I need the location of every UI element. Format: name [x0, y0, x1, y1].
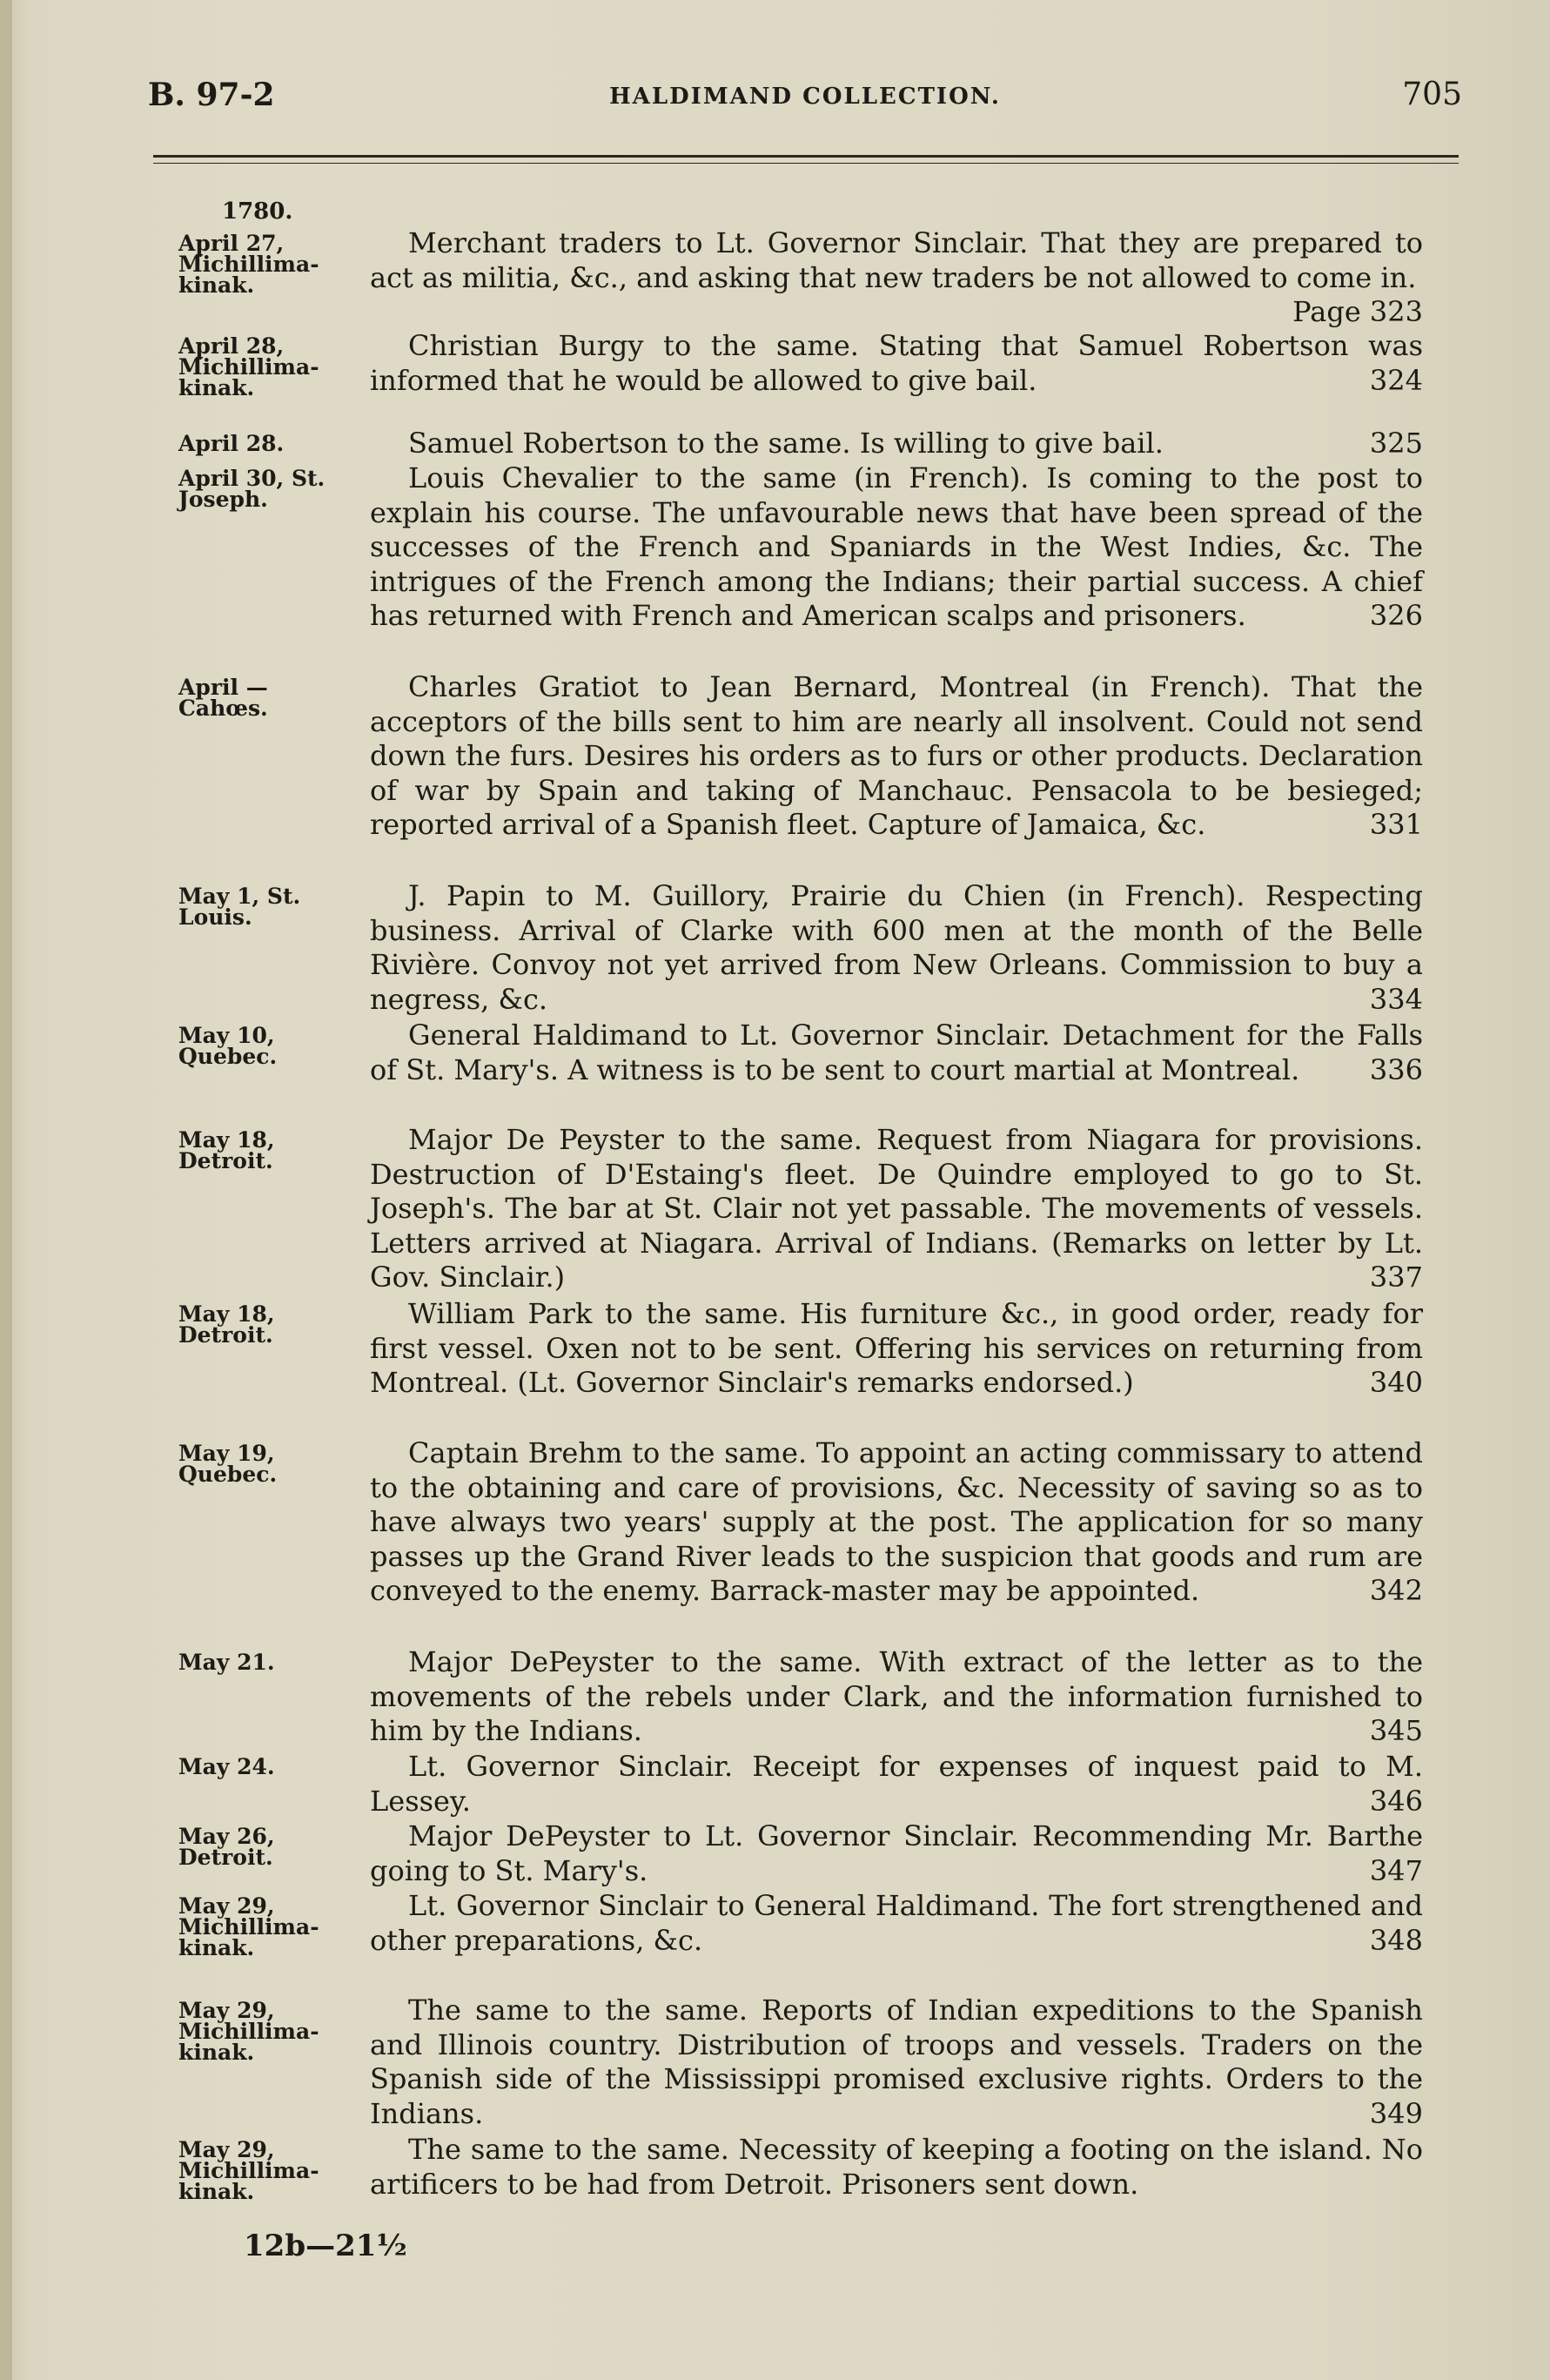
entry-page-ref: 346: [1369, 1784, 1423, 1818]
entry-text: Lt. Governor Sinclair to General Haldimand. The fort strengthened and other preparations, &c. 348: [370, 1889, 1423, 1957]
entry-page-ref: 337: [1369, 1261, 1423, 1294]
entry-date: May 1, St. Louis.: [178, 884, 301, 930]
entry-page-ref: 348: [1369, 1923, 1423, 1957]
entry-date: May 29, Michillima-kinak.: [178, 1998, 319, 2065]
entry-page-ref: 342: [1369, 1574, 1423, 1607]
entry-text: Christian Burgy to the same. Stating that Samuel Robertson was informed that he would be allowed to give bail. 324: [370, 329, 1423, 397]
entry-text: J. Papin to M. Guillory, Prairie du Chien (in French). Respecting business. Arrival of Clarke with 600 men at the month of the Belle Rivière. Convoy not yet arrived from New Orleans. Commission to buy a negress, &c. 334: [370, 879, 1423, 1016]
entry-date: May 18, Detroit.: [178, 1127, 275, 1173]
year-heading: 1780.: [222, 198, 293, 225]
entry-date: May 29, Michillima-kinak.: [178, 1893, 319, 1960]
signature-mark: 12b—21½: [244, 2229, 407, 2263]
entry-text: Captain Brehm to the same. To appoint an acting commissary to attend to the obtaining and care of provisions, &c. Necessity of saving so as to have always two years' supply at the post. The application for so many passes up the Grand River leads to the suspicion that goods and rum are conveyed to the enemy. Barrack-master may be appointed. 342: [370, 1436, 1423, 1607]
entry-text: Lt. Governor Sinclair. Receipt for expenses of inquest paid to M. Lessey. 346: [370, 1750, 1423, 1818]
entry-page-ref: Page 323: [1292, 295, 1423, 328]
entry-text: Louis Chevalier to the same (in French). Is coming to the post to explain his course. The unfavourable news that have been spread of the successes of the French and Spaniards in the West Indies, &c. The intrigues of the French among the Indians; their partial success. A chief has returned with French and American scalps and prisoners. 326: [370, 461, 1423, 632]
entry-text: The same to the same. Reports of Indian expeditions to the Spanish and Illinois country. Distribution of troops and vessels. Traders on the Spanish side of the Mississippi promised exclusive rights. Orders to the Indians. 349: [370, 1993, 1423, 2130]
page-edge: [0, 0, 12, 2380]
entry-date: April — Cahœs.: [178, 675, 268, 721]
entry-date: May 29, Michillima-kinak.: [178, 2137, 319, 2204]
entry-text: Merchant traders to Lt. Governor Sinclair. That they are prepared to act as militia, &c., and asking that new traders be not allowed to come in. Page 323: [370, 226, 1423, 328]
entry-date: April 30, St. Joseph.: [178, 466, 325, 512]
entry-page-ref: 345: [1369, 1714, 1423, 1747]
entry-page-ref: 336: [1369, 1052, 1423, 1086]
page-number: 705: [1402, 77, 1462, 112]
entry-text: Major De Peyster to the same. Request from Niagara for provisions. Destruction of D'Estaing's fleet. De Quindre employed to go to St. Joseph's. The bar at St. Clair not yet passable. The movements of vessels. Letters arrived at Niagara. Arrival of Indians. (Remarks on letter by Lt. Gov. Sinclair.) 337: [370, 1123, 1423, 1294]
entry-text: The same to the same. Necessity of keeping a footing on the island. No artificers to be had from Detroit. Prisoners sent down.: [370, 2133, 1423, 2201]
entry-text: Major DePeyster to Lt. Governor Sinclair. Recommending Mr. Barthe going to St. Mary's. 347: [370, 1819, 1423, 1887]
entry-date: April 27, Michillima-kinak.: [178, 231, 319, 298]
entry-page-ref: 325: [1369, 427, 1423, 460]
entry-text: Samuel Robertson to the same. Is willing to give bail. 325: [408, 427, 1423, 460]
header-rule-thin: [153, 163, 1459, 164]
entry-date: May 26, Detroit.: [178, 1824, 275, 1870]
entry-text: Charles Gratiot to Jean Bernard, Montreal (in French). That the acceptors of the bills sent to him are nearly all insolvent. Could not send down the furs. Desires his orders as to furs or other products. Declaration of war by Spain and taking of Manchauc. Pensacola to be besieged; reported arrival of a Spanish fleet. Capture of Jamaica, &c. 331: [370, 670, 1423, 841]
entry-page-ref: 324: [1369, 363, 1423, 397]
entry-date: May 18, Detroit.: [178, 1301, 275, 1348]
entry-page-ref: 347: [1369, 1853, 1423, 1887]
entry-date: May 24.: [178, 1754, 275, 1779]
entry-text: General Haldimand to Lt. Governor Sinclair. Detachment for the Falls of St. Mary's. A witness is to be sent to court martial at Montreal. 336: [370, 1019, 1423, 1086]
entry-text: William Park to the same. His furniture &c., in good order, ready for first vessel. Oxen not to be sent. Offering his services on returning from Montreal. (Lt. Governor Sinclair's remarks endorsed.) 340: [370, 1297, 1423, 1399]
entry-page-ref: 331: [1369, 808, 1423, 841]
entry-date: May 21.: [178, 1650, 275, 1675]
entry-page-ref: 349: [1369, 2096, 1423, 2130]
entry-page-ref: 340: [1369, 1366, 1423, 1399]
entry-page-ref: 334: [1369, 982, 1423, 1016]
entry-page-ref: 326: [1369, 599, 1423, 632]
entry-text: Major DePeyster to the same. With extract of the letter as to the movements of the rebels under Clark, and the information furnished to him by the Indians. 345: [370, 1645, 1423, 1747]
entry-date: April 28, Michillima-kinak.: [178, 333, 319, 400]
entry-date: May 10, Quebec.: [178, 1023, 278, 1069]
collection-title: HALDIMAND COLLECTION.: [609, 84, 1001, 110]
volume-reference: B. 97-2: [148, 77, 275, 113]
entry-date: April 28.: [178, 431, 285, 456]
header-rule-thick: [153, 155, 1459, 158]
running-header: [148, 77, 1462, 120]
entry-date: May 19, Quebec.: [178, 1441, 278, 1487]
